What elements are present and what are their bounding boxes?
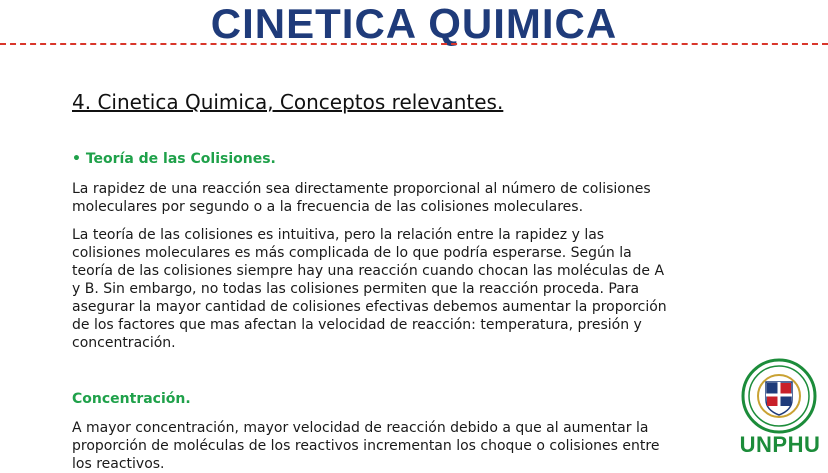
page-title: CINETICA QUIMICA <box>210 0 618 47</box>
header-divider <box>0 43 828 45</box>
bullet-symbol: • <box>72 151 81 167</box>
bullet-heading <box>72 151 276 167</box>
paragraph-concentracion: A mayor concentración, mayor velocidad de reacción debido a que al aumentar la proporción de moléculas de los reactivos incrementan los choque o colisiones entre los reactivos. <box>72 420 660 472</box>
paragraph-rapidez: La rapidez de una reacción sea directamente proporcional al número de colisiones moleculares por segundo o a la frecuencia de las colisiones moleculares. <box>72 181 651 215</box>
unphu-logo-text: UNPHU <box>739 432 821 457</box>
paragraph-teoria: La teoría de las colisiones es intuitiva, pero la relación entre la rapidez y las colisiones moleculares es más complicada de lo que podría esperarse. Según la teoría de las colisiones siempre hay una reacción cuando chocan las moléculas de A y B. Sin embargo, no todas las colisiones permiten que la reacción proceda. Para asegurar la mayor cantidad de colisiones efectivas debemos aumentar la proporción de los factores que mas afectan la velocidad de reacción: temperatura, presión y concentración. <box>72 227 667 351</box>
section-subtitle: 4. Cinetica Quimica, Conceptos relevantes. <box>72 90 504 114</box>
concentracion-heading: Concentración. <box>72 391 191 407</box>
bullet-heading-text: Teoría de las Colisiones. <box>85 151 276 167</box>
